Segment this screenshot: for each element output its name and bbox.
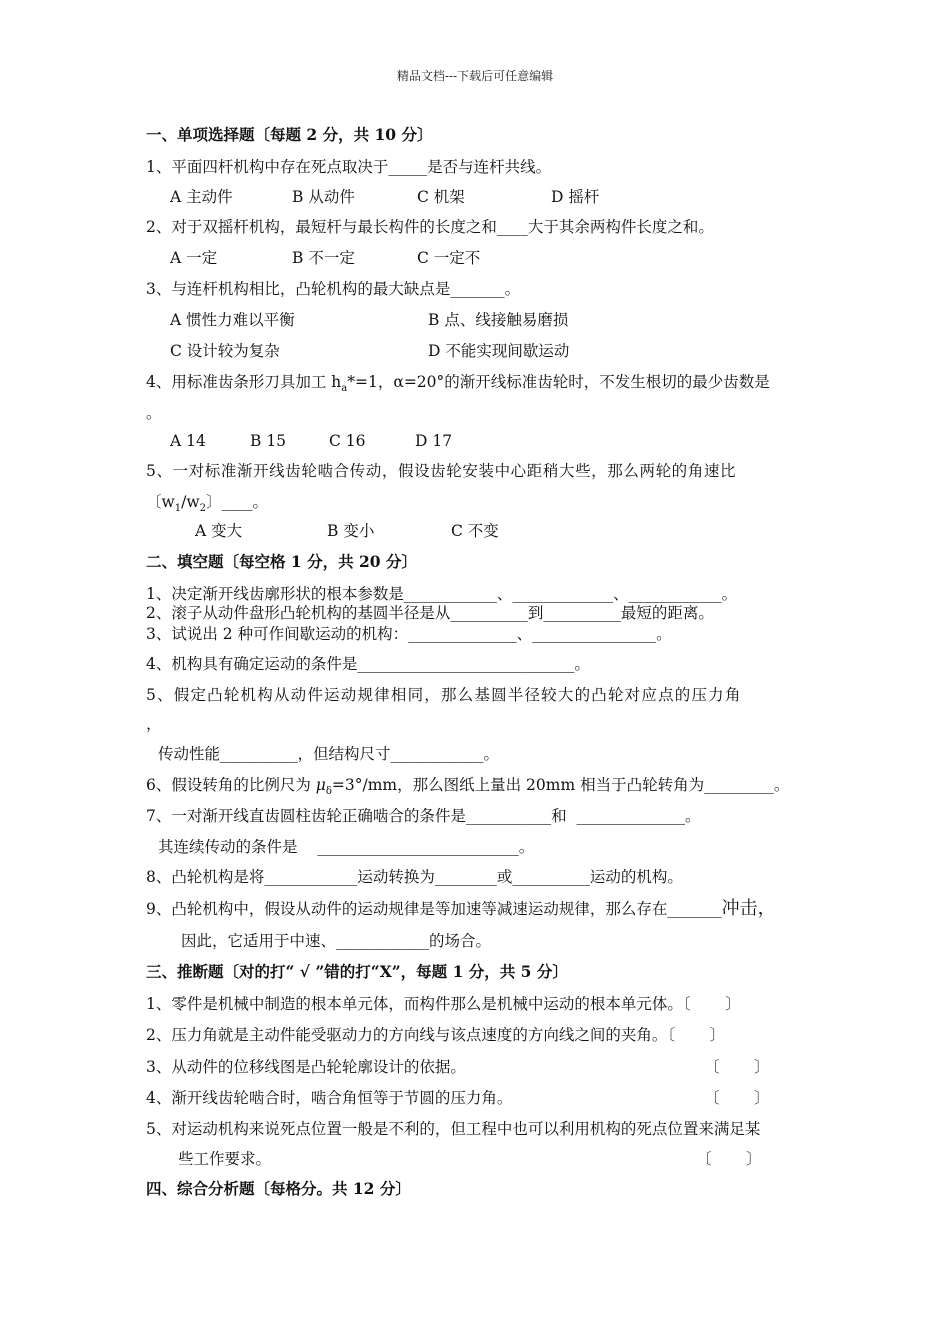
q1-4 xyxy=(146,372,770,399)
q1-5: 5、一对标准渐开线齿轮啮合传动，假设齿轮安装中心距稍大些，那么两轮的角速比 xyxy=(146,462,737,480)
q3-5-cont: 些工作要求。 xyxy=(178,1150,272,1168)
q2-1: 1、决定渐开线齿廓形状的根本参数是____________、_____________、____________。 xyxy=(146,585,738,603)
q1-4-tail: 。 xyxy=(146,404,162,422)
q1-2-option-a: A 一定 xyxy=(170,249,218,267)
section-3-title: 三、推断题〔对的打“ √ ”错的打“X”，每题 1 分，共 5 分〕 xyxy=(146,962,568,981)
q1-5-option-b: B 变小 xyxy=(327,522,375,540)
q2-5-comma: ， xyxy=(146,715,162,733)
q2-7: 7、一对渐开线直齿圆柱齿轮正确啮合的条件是___________和 ______________。 xyxy=(146,807,701,825)
q1-5-ratio xyxy=(146,492,268,519)
page-header: 精品文档---下载后可任意编辑 xyxy=(396,69,554,83)
q3-1: 1、零件是机械中制造的根本单元体，而构件那么是机械中运动的根本单元体。〔 〕 xyxy=(146,995,741,1013)
q1-2: 2、对于双摇杆机构，最短杆与最长构件的长度之和____大于其余两构件长度之和。 xyxy=(146,218,714,236)
q1-1-option-d: D 摇杆 xyxy=(551,188,600,206)
q1-1-option-b: B 从动件 xyxy=(292,188,355,206)
q1-3-option-b: B 点、线接触易磨损 xyxy=(428,311,569,329)
q2-9 xyxy=(146,899,776,919)
section-1-title: 一、单项选择题〔每题 2 分，共 10 分〕 xyxy=(146,125,433,144)
q2-9-cont: 因此，它适用于中速、____________的场合。 xyxy=(181,932,492,950)
q1-3-option-d: D 不能实现间歇运动 xyxy=(428,342,570,360)
q1-4-text-b: *=1，α=20°的渐开线标准齿轮时，不发生根切的最少齿数是 xyxy=(347,373,770,391)
q2-6-mu: μ xyxy=(315,776,326,794)
q3-3: 3、从动件的位移线图是凸轮轮廓设计的依据。 xyxy=(146,1058,466,1076)
section-2-title: 二、填空题〔每空格 1 分，共 20 分〕 xyxy=(146,552,417,571)
q1-5-paren-close: 〕____。 xyxy=(206,493,269,511)
q1-4-option-b: B 15 xyxy=(250,432,287,450)
q2-7-cont: 其连续传动的条件是 __________________________。 xyxy=(158,838,535,856)
q3-5-paren: 〔 〕 xyxy=(696,1150,762,1168)
q1-4-text-a: 4、用标准齿条形刀具加工 h xyxy=(146,373,342,391)
q3-4: 4、渐开线齿轮啮合时，啮合角恒等于节圆的压力角。 xyxy=(146,1089,513,1107)
q2-9-text-large: 冲击， xyxy=(721,898,776,919)
q3-4-paren: 〔 〕 xyxy=(704,1089,770,1107)
q2-4: 4、机构具有确定运动的条件是____________________________。 xyxy=(146,655,590,673)
q3-5: 5、对运动机构来说死点位置一般是不利的，但工程中也可以利用机构的死点位置来满足某 xyxy=(146,1120,761,1138)
q2-9-text-a: 9、凸轮机构中，假设从动件的运动规律是等加速等减速运动规律，那么存在_______ xyxy=(146,900,722,918)
q3-2: 2、压力角就是主动件能受驱动力的方向线与该点速度的方向线之间的夹角。〔 〕 xyxy=(146,1026,726,1044)
q3-3-paren: 〔 〕 xyxy=(704,1058,770,1076)
q1-5-subscript-2: 2 xyxy=(199,503,207,515)
q2-6-text-a: 6、假设转角的比例尺为 xyxy=(146,776,316,794)
q1-2-option-c: C 一定不 xyxy=(417,249,481,267)
q2-6-text-b: =3°/mm，那么图纸上量出 20mm 相当于凸轮转角为_________。 xyxy=(331,776,790,794)
q1-1-option-c: C 机架 xyxy=(417,188,465,206)
q2-5: 5、假定凸轮机构从动件运动规律相同，那么基圆半径较大的凸轮对应点的压力角 xyxy=(146,686,742,704)
q1-3-option-a: A 惯性力难以平衡 xyxy=(170,311,295,329)
q2-6 xyxy=(146,775,789,802)
q1-4-option-d: D 17 xyxy=(415,432,453,450)
q1-4-option-a: A 14 xyxy=(170,432,206,450)
q2-5-cont: 传动性能__________，但结构尺寸____________。 xyxy=(158,745,500,763)
q1-4-subscript: a xyxy=(341,383,348,395)
q1-1-option-a: A 主动件 xyxy=(170,188,233,206)
q1-2-option-b: B 不一定 xyxy=(292,249,355,267)
q1-5-paren-open: 〔w xyxy=(146,493,175,511)
q2-2: 2、滚子从动件盘形凸轮机构的基圆半径是从__________到__________最短的距离。 xyxy=(146,604,714,622)
q1-5-option-a: A 变大 xyxy=(195,522,243,540)
q1-1: 1、平面四杆机构中存在死点取决于_____是否与连杆共线。 xyxy=(146,158,552,176)
q1-5-subscript-1: 1 xyxy=(174,503,182,515)
q1-3: 3、与连杆机构相比，凸轮机构的最大缺点是_______。 xyxy=(146,280,521,298)
section-4-title: 四、综合分析题〔每格分。共 12 分〕 xyxy=(146,1179,411,1198)
q1-4-option-c: C 16 xyxy=(329,432,366,450)
q2-6-subscript: δ xyxy=(325,786,332,798)
q1-5-option-c: C 不变 xyxy=(451,522,499,540)
q1-3-option-c: C 设计较为复杂 xyxy=(170,342,280,360)
q2-8: 8、凸轮机构是将____________运动转换为________或__________运动的机构。 xyxy=(146,868,683,886)
q2-3: 3、试说出 2 种可作间歇运动的机构：______________、________________。 xyxy=(146,625,672,643)
q1-5-slash: /w xyxy=(181,493,200,511)
